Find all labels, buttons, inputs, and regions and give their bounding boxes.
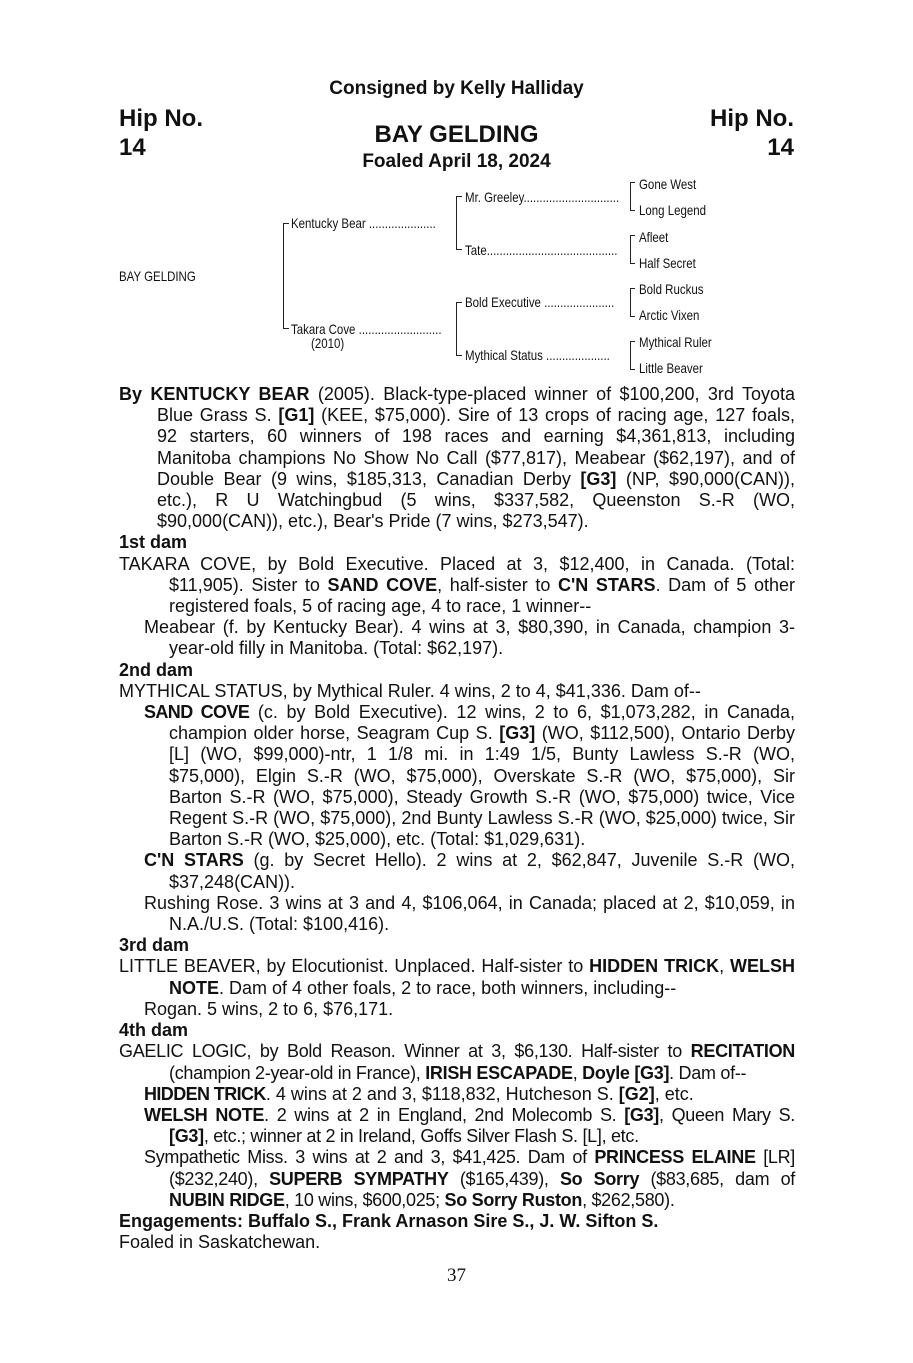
second-dam-foal-3: Rushing Rose. 3 wins at 3 and 4, $106,064, in Canada; placed at 2, $10,059, in N.A./U.S. (Total: $100,416).: [144, 892, 795, 935]
pedigree-dam: Takara Cove ..........................: [291, 321, 442, 337]
hip-label-left: Hip No.: [119, 105, 203, 132]
second-dam-intro: MYTHICAL STATUS, by Mythical Ruler. 4 wins, 2 to 4, $41,336. Dam of--: [119, 680, 701, 701]
pedigree-sire-sire: Mr. Greeley..............................: [465, 189, 620, 205]
consignor: Consigned by Kelly Halliday: [329, 78, 584, 99]
second-dam-foal-1: SAND COVE (c. by Bold Executive). 12 wins, 2 to 6, $1,073,282, in Canada, champion older horse, Seagram Cup S. [G3] (WO, $112,500), Ontario Derby [L] (WO, $99,000)-ntr, 1 1/8 mi. in 1:49 1/5, Bunty Lawless S.-R (WO, $75,000), Elgin S.-R (WO, $75,000), Overskate S.-R (WO, $75,000), Sir Barton S.-R (WO, $75,000), Steady Growth S.-R (WO, $75,000) twice, Vice Regent S.-R (WO, $75,000), 2nd Bunty Lawless S.-R (WO, $25,000) twice, Sir Barton S.-R (WO, $25,000), etc. (Total: $1,029,631).: [144, 702, 796, 850]
catalogue-body: [119, 384, 795, 1253]
first-dam-paragraph: TAKARA COVE, by Bold Executive. Placed at 3, $12,400, in Canada. (Total: $11,905). Sister to SAND COVE, half-sister to C'N STARS. Dam of 5 other registered foals, 5 of racing age, 4 to race, 1 winner--: [119, 553, 796, 617]
pedigree-g6: Arctic Vixen: [639, 307, 700, 323]
pedigree-g4: Half Secret: [639, 255, 696, 271]
foaled-in: Foaled in Saskatchewan.: [119, 1232, 321, 1253]
sire-paragraph: By KENTUCKY BEAR (2005). Black-type-placed winner of $100,200, 3rd Toyota Blue Grass S. [G1] (KEE, $75,000). Sire of 13 crops of racing age, 127 foals, 92 starters, 60 winners of 198 races and earning $4,361,813, including Manitoba champions No Show No Call ($77,817), Meabear ($62,197), and of Double Bear (9 wins, $185,313, Canadian Derby [G3] (NP, $90,000(CAN)), etc.), R U Watchingbud (5 wins, $337,582, Queenston S.-R (WO, $90,000(CAN)), etc.), Bear's Pride (7 wins, $273,547).: [119, 384, 796, 532]
pedigree-dam-sire: Bold Executive ......................: [465, 294, 615, 310]
third-dam-heading: 3rd dam: [119, 935, 190, 956]
third-dam-foal: Rogan. 5 wins, 2 to 6, $76,171.: [144, 998, 394, 1019]
pedigree-dam-year: (2010): [311, 335, 345, 351]
fourth-dam-paragraph: GAELIC LOGIC, by Bold Reason. Winner at 3, $6,130. Half-sister to RECITATION (champion 2-year-old in France), IRISH ESCAPADE, Doyle [G3]. Dam of--: [119, 1041, 795, 1083]
pedigree-g8: Little Beaver: [639, 360, 703, 376]
first-dam-foal: Meabear (f. by Kentucky Bear). 4 wins at 3, $80,390, in Canada, champion 3-year-old filly in Manitoba. (Total: $62,197).: [144, 617, 795, 659]
hip-label-right: Hip No.: [710, 105, 794, 132]
fourth-dam-heading: 4th dam: [119, 1020, 189, 1041]
pedigree-sire: Kentucky Bear .....................: [291, 215, 436, 231]
first-dam-heading: 1st dam: [119, 532, 188, 553]
pedigree-subject: BAY GELDING: [119, 268, 196, 284]
pedigree-dam-dam: Mythical Status ....................: [465, 347, 610, 363]
pedigree-g5: Bold Ruckus: [639, 281, 704, 297]
page-title: BAY GELDING: [374, 121, 539, 148]
third-dam-paragraph: LITTLE BEAVER, by Elocutionist. Unplaced. Half-sister to HIDDEN TRICK, WELSH NOTE. Dam of 4 other foals, 2 to race, both winners, including--: [119, 956, 795, 998]
page-number: 37: [447, 1265, 466, 1286]
foaled-date: Foaled April 18, 2024: [362, 151, 551, 172]
pedigree-g1: Gone West: [639, 176, 697, 192]
second-dam-heading: 2nd dam: [119, 659, 194, 680]
pedigree-g7: Mythical Ruler: [639, 334, 712, 350]
pedigree-sire-dam: Tate.........................................: [465, 242, 618, 258]
engagements: Engagements: Buffalo S., Frank Arnason Sire S., J. W. Sifton S.: [119, 1210, 659, 1231]
fourth-dam-foal-2: WELSH NOTE. 2 wins at 2 in England, 2nd Molecomb S. [G3], Queen Mary S. [G3], etc.; winner at 2 in Ireland, Goffs Silver Flash S. [L], etc.: [144, 1104, 796, 1147]
hip-number-right: 14: [767, 134, 794, 161]
pedigree-g2: Long Legend: [639, 202, 707, 218]
second-dam-foal-2: C'N STARS (g. by Secret Hello). 2 wins at 2, $62,847, Juvenile S.-R (WO, $37,248(CAN)).: [144, 850, 796, 892]
hip-number-left: 14: [119, 134, 146, 161]
pedigree-g3: Afleet: [639, 229, 669, 245]
fourth-dam-foal-3: Sympathetic Miss. 3 wins at 2 and 3, $41,425. Dam of PRINCESS ELAINE [LR] ($232,240), SUPERB SYMPATHY ($165,439), So Sorry ($83,685, dam of NUBIN RIDGE, 10 wins, $600,025; So Sorry Ruston, $262,580).: [144, 1147, 796, 1210]
fourth-dam-foal-1: HIDDEN TRICK. 4 wins at 2 and 3, $118,832, Hutcheson S. [G2], etc.: [144, 1083, 694, 1104]
